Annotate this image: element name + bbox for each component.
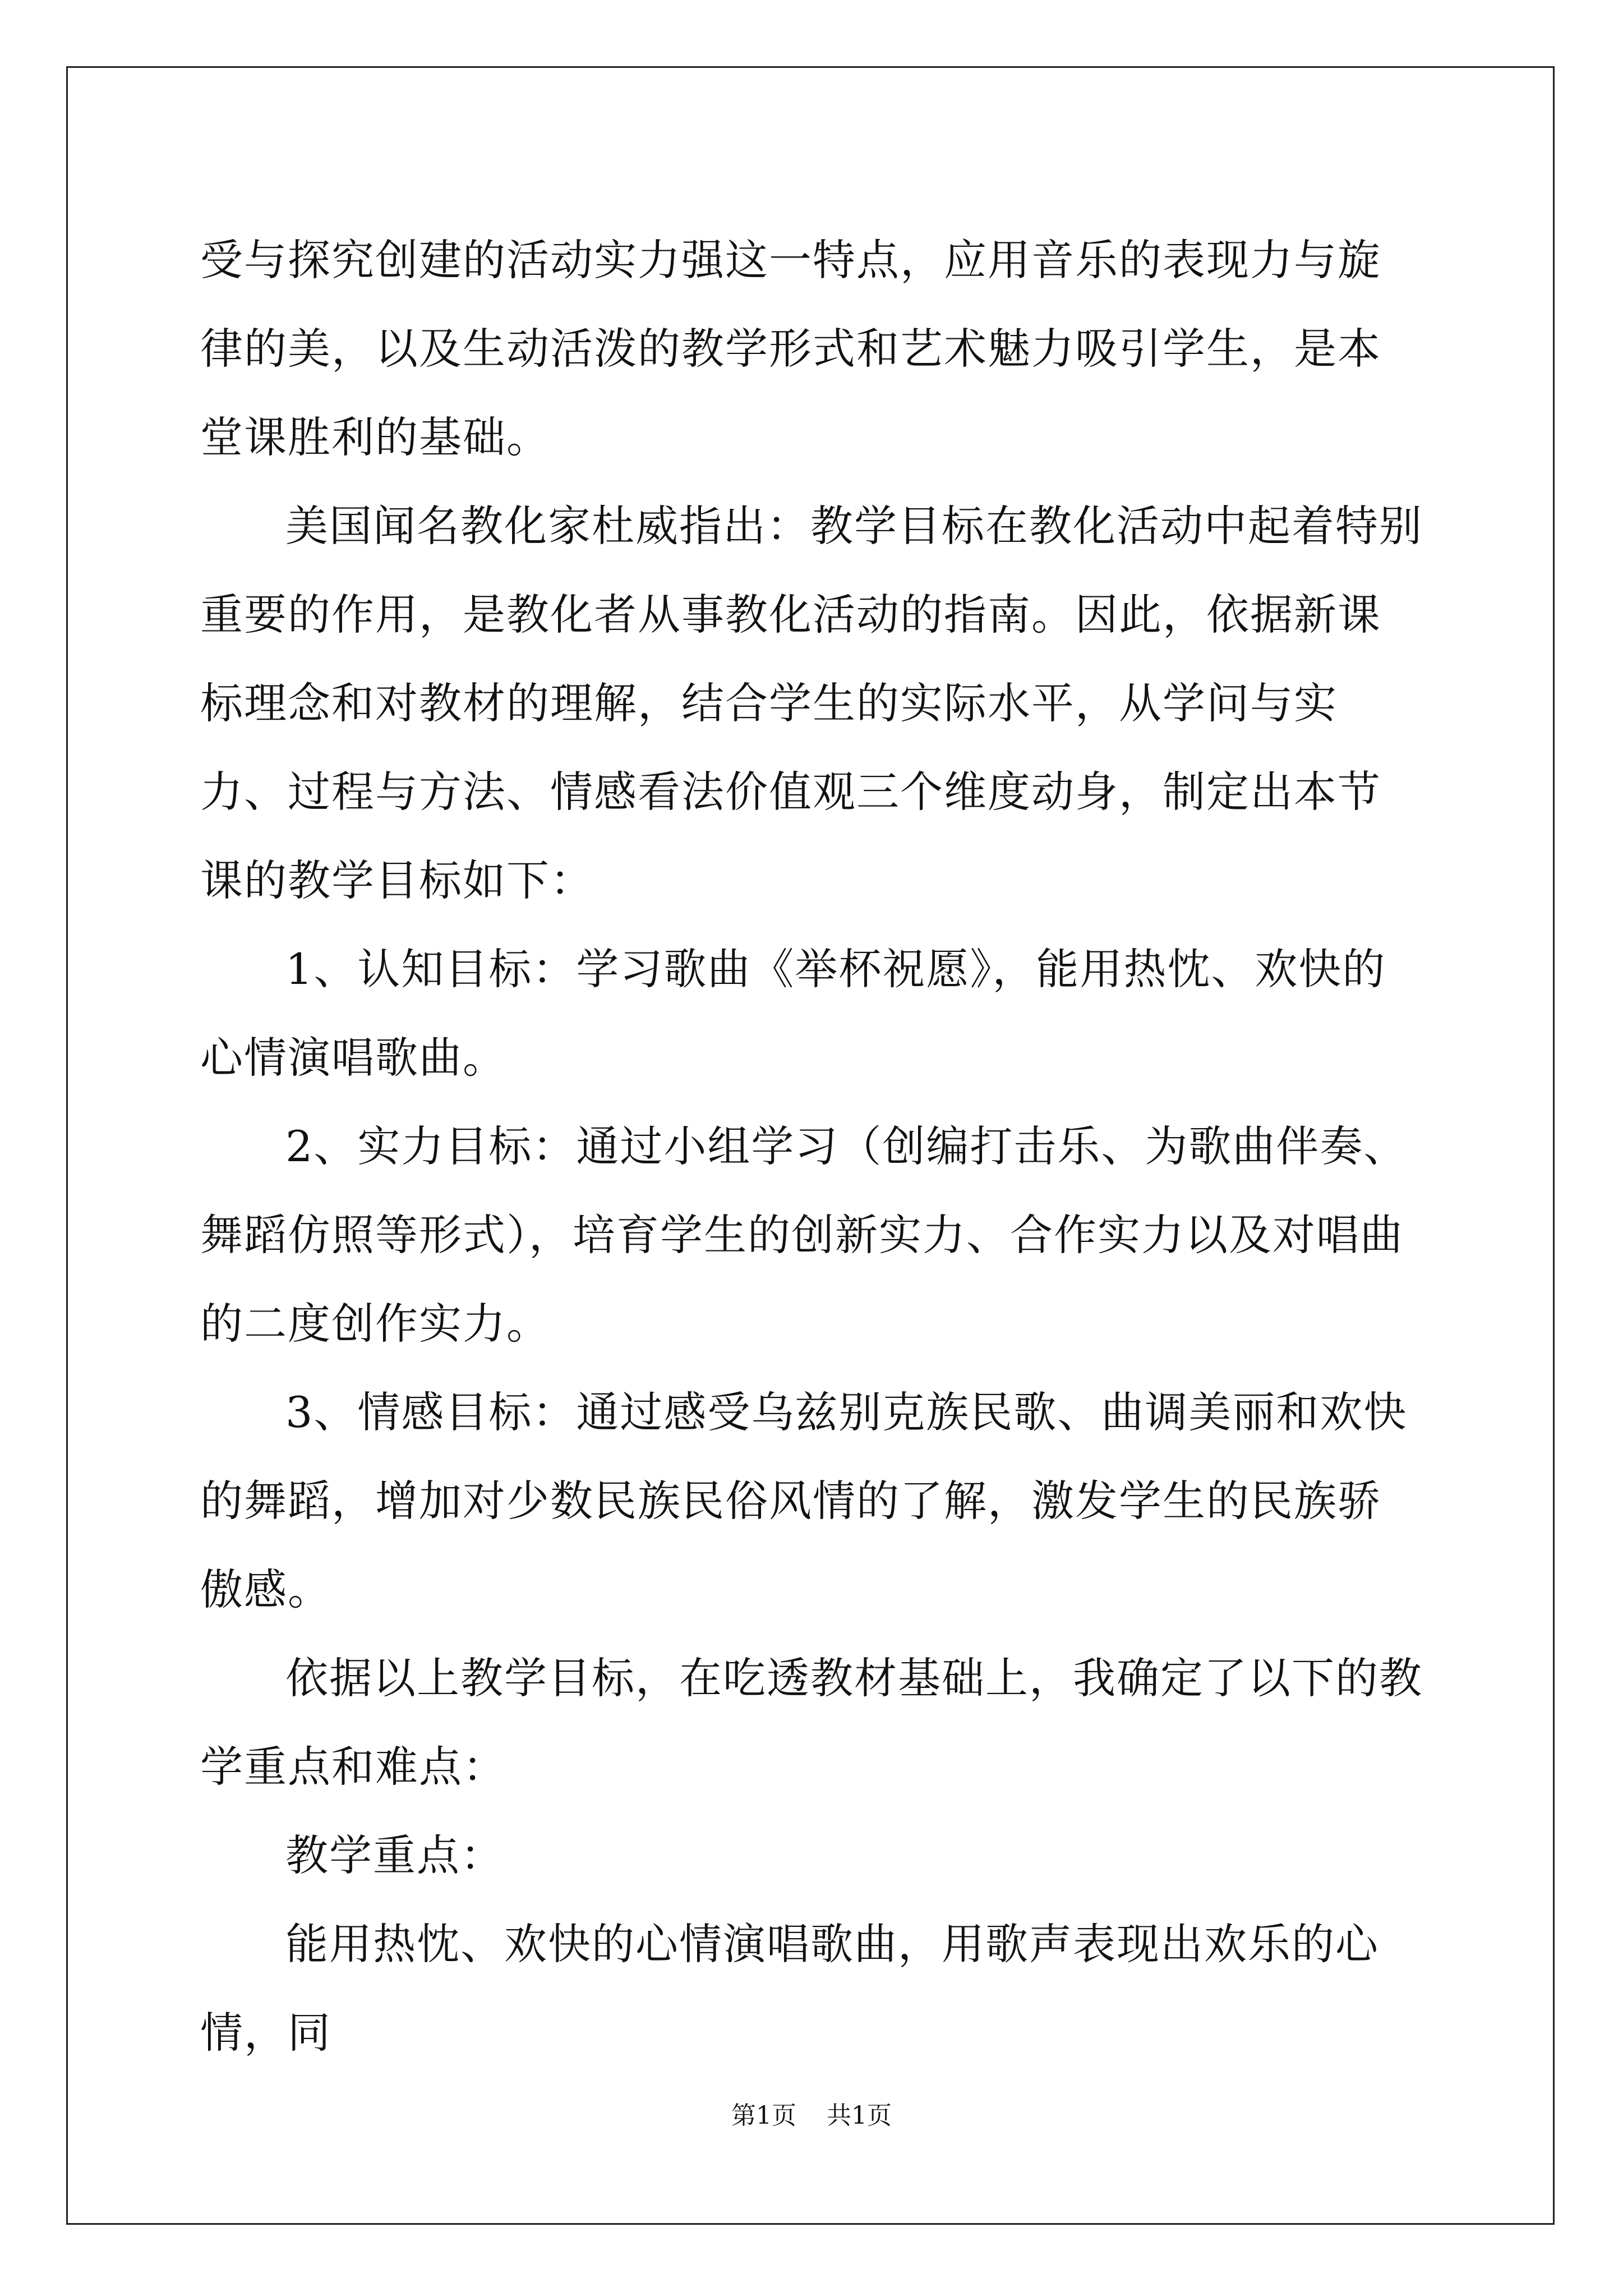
page-footer — [0, 2095, 1623, 2131]
document-body — [200, 216, 1423, 2077]
page-total: 共1页 — [827, 2101, 892, 2130]
paragraph: 能用热忱、欢快的心情演唱歌曲，用歌声表现出欢乐的心情，同 — [200, 1919, 1379, 2058]
paragraph: 1、认知目标：学习歌曲《举杯祝愿》，能用热忱、欢快的心情演唱歌曲。 — [200, 944, 1386, 1083]
paragraph: 2、实力目标：通过小组学习（创编打击乐、为歌曲伴奏、舞蹈仿照等形式），培育学生的创新实力、合作实力以及对唱曲的二度创作实力。 — [200, 1121, 1408, 1349]
paragraph: 受与探究创建的活动实力强这一特点，应用音乐的表现力与旋律的美，以及生动活泼的教学形式和艺术魅力吸引学生，是本堂课胜利的基础。 — [200, 235, 1381, 462]
paragraph: 美国闻名教化家杜威指出：教学目标在教化活动中起着特别重要的作用，是教化者从事教化活动的指南。因此，依据新课标理念和对教材的理解，结合学生的实际水平，从学问与实力、过程与方法、情感看法价值观三个维度动身，制定出本节课的教学目标如下： — [200, 501, 1423, 905]
paragraph: 依据以上教学目标，在吃透教材基础上，我确定了以下的教学重点和难点： — [200, 1653, 1423, 1792]
page-number: 第1页 — [731, 2101, 796, 2130]
paragraph: 教学重点： — [285, 1830, 504, 1880]
paragraph: 3、情感目标：通过感受乌兹别克族民歌、曲调美丽和欢快的舞蹈，增加对少数民族民俗风情的了解，激发学生的民族骄傲感。 — [200, 1387, 1408, 1614]
